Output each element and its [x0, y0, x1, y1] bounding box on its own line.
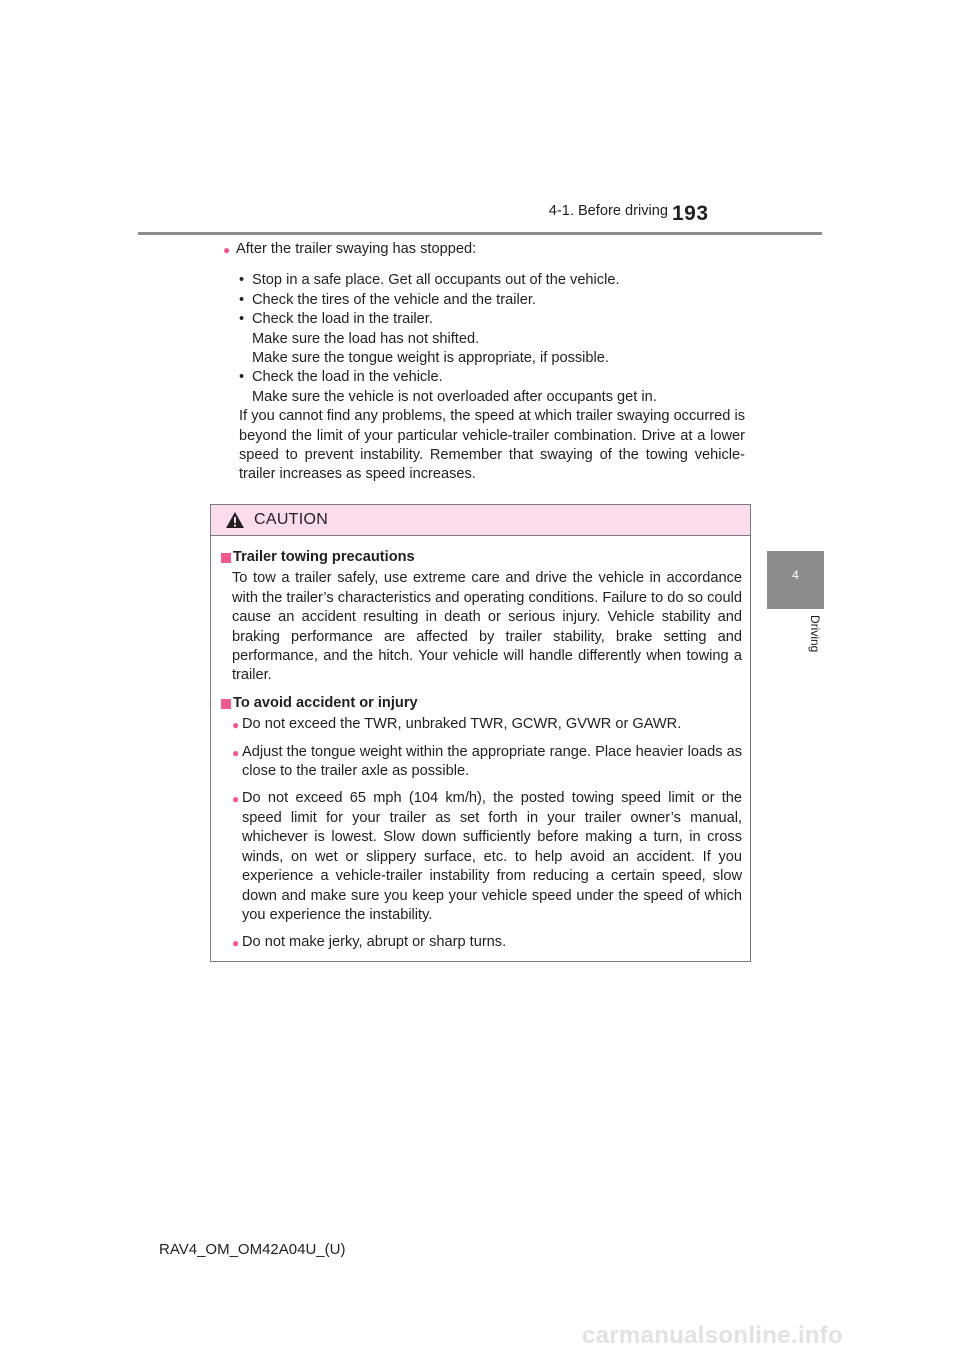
bullet-circle-icon: ● — [232, 745, 240, 760]
caution-item — [221, 715, 742, 734]
chapter-tab — [767, 551, 824, 609]
list-item — [239, 291, 745, 310]
caution-section-heading-text: To avoid accident or injury — [233, 694, 418, 711]
bullet-circle-icon: ● — [232, 718, 240, 733]
document-code: RAV4_OM_OM42A04U_(U) — [159, 1241, 346, 1258]
list-item — [239, 368, 745, 387]
caution-section-heading — [221, 694, 742, 713]
caution-section-text: To tow a trailer safely, use extreme care and drive the vehicle in accordance with the trailer’s characteristics and operating conditions. Failure to do so could cause an accident resulting in death or serious injury. Vehicle stability and braking performance are affected by trailer stability, brake setting and performance, and the hitch. Your vehicle will handle differently when towing a trailer. — [232, 570, 742, 684]
intro-lead-text: After the trailer swaying has stopped: — [236, 241, 477, 257]
list-item-text: Stop in a safe place. Get all occupants out of the vehicle. — [252, 272, 620, 289]
list-item-text: Check the load in the vehicle. — [252, 369, 443, 386]
caution-item — [221, 933, 742, 952]
warning-triangle-icon — [225, 511, 245, 529]
caution-header — [211, 505, 750, 536]
caution-item-text: Adjust the tongue weight within the appropriate range. Place heavier loads as close to the trailer axle as possible. — [242, 743, 742, 780]
list-item-text: Check the load in the trailer. — [252, 311, 433, 328]
header-divider — [138, 232, 822, 235]
caution-item — [221, 789, 742, 925]
caution-item-text: Do not make jerky, abrupt or sharp turns. — [242, 934, 507, 951]
chapter-tab-label: Driving — [808, 615, 822, 653]
caution-item-text: Do not exceed 65 mph (104 km/h), the posted towing speed limit or the speed limit for your trailer as set forth in your trailer owner’s manual, whichever is lowest. Slow down sufficiently before making a turn, in cross winds, on wet or slippery surface, etc. to help avoid an accident. If you experience a vehicle-trailer instability from reducing a certain speed, slow down and make sure you keep your vehicle speed under the speed of which you experience the instability. — [242, 790, 742, 923]
bullet-circle-icon: ● — [223, 243, 231, 257]
list-item-text: Check the tires of the vehicle and the trailer. — [252, 291, 536, 308]
list-note: Make sure the tongue weight is appropriate, if possible. — [252, 350, 609, 367]
square-bullet-icon — [221, 699, 231, 709]
bullet-dot-icon: • — [239, 291, 245, 308]
watermark: carmanualsonline.info — [582, 1322, 844, 1349]
bullet-circle-icon: ● — [232, 792, 240, 807]
caution-item-text: Do not exceed the TWR, unbraked TWR, GCWR, GVWR or GAWR. — [242, 716, 682, 733]
caution-section-heading-text: Trailer towing precautions — [233, 549, 415, 565]
bullet-dot-icon: • — [239, 311, 245, 328]
list-item — [239, 310, 745, 329]
chapter-tab-number: 4 — [792, 568, 799, 582]
caution-box — [210, 504, 751, 962]
page-number: 193 — [672, 202, 709, 225]
caution-title: CAUTION — [254, 511, 329, 528]
square-bullet-icon — [221, 553, 231, 563]
bullet-circle-icon: ● — [232, 936, 240, 951]
list-note: Make sure the load has not shifted. — [252, 330, 480, 347]
caution-item — [221, 743, 742, 782]
list-note: Make sure the vehicle is not overloaded after occupants get in. — [252, 388, 657, 405]
caution-section-heading — [221, 548, 742, 567]
intro-lead — [223, 240, 745, 259]
caution-body — [211, 536, 750, 953]
list-item — [239, 271, 745, 290]
intro-content — [223, 240, 745, 485]
check-list — [239, 271, 745, 407]
bullet-dot-icon: • — [239, 369, 245, 386]
intro-paragraph: If you cannot find any problems, the speed at which trailer swaying occurred is beyond the limit of your particular vehicle-trailer combination. Drive at a lower speed to prevent instability. Remember that swaying of the towing vehicle-trailer increases as speed increases. — [239, 408, 745, 483]
section-title: 4-1. Before driving — [548, 203, 668, 219]
bullet-dot-icon: • — [239, 272, 245, 289]
